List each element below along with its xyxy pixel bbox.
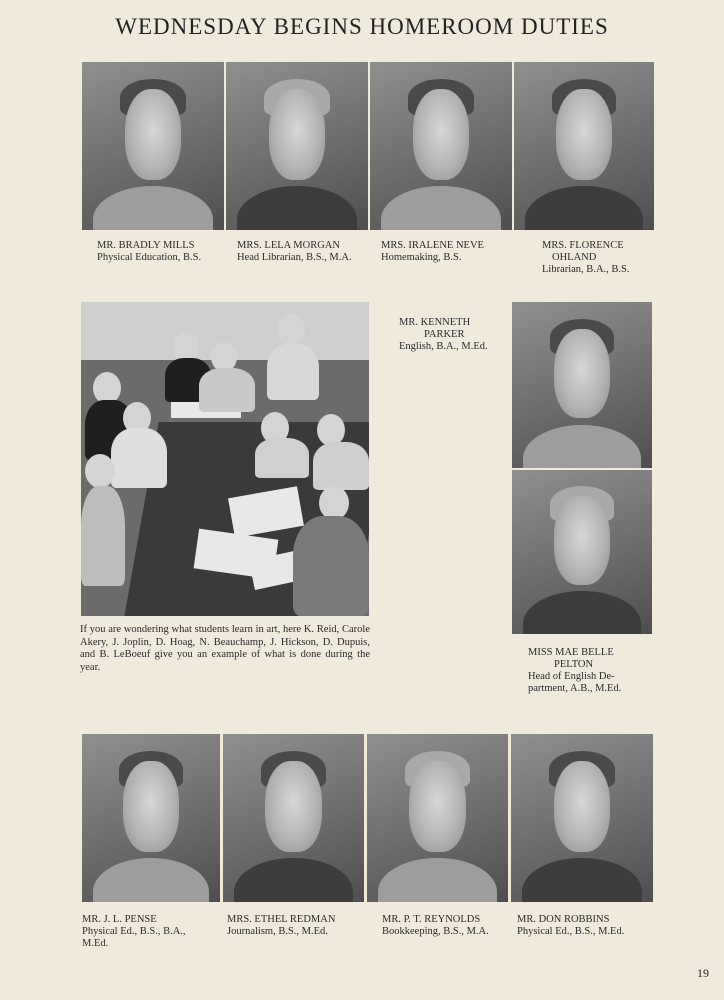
teacher-name: MRS. ETHEL REDMAN [227,914,336,925]
portrait-iralene-neve [370,62,512,230]
teacher-role: Librarian, B.A., B.S. [542,264,630,275]
caption-ethel-redman [227,914,367,938]
caption-p-t-reynolds [382,914,512,938]
teacher-name: MR. BRADLY MILLS [97,240,195,251]
teacher-role-line2: partment, A.B., M.Ed. [528,683,622,694]
teacher-role-line1: Head of English De- [528,671,615,682]
caption-lela-morgan [237,240,372,264]
teacher-role: Head Librarian, B.S., M.A. [237,252,352,263]
portrait-mae-belle-pelton [512,470,652,634]
caption-bradly-mills [97,240,225,264]
portrait-lela-morgan [226,62,368,230]
page-number: 19 [697,966,709,980]
caption-j-l-pense [82,914,212,950]
caption-iralene-neve [381,240,511,264]
teacher-role-line2: M.Ed. [82,938,109,949]
teacher-name-line2: OHLAND [552,252,597,263]
teacher-role-line1: Journalism, B.S., M.Ed. [227,926,328,937]
caption-mae-belle-pelton [528,647,653,695]
teacher-name: MRS. LELA MORGAN [237,240,340,251]
teacher-name: MRS. IRALENE NEVE [381,240,484,251]
teacher-name-line2: PARKER [424,329,465,340]
page-title: WEDNESDAY BEGINS HOMEROOM DUTIES [115,14,609,39]
art-class-photo [81,302,369,616]
teacher-role: Homemaking, B.S. [381,252,462,263]
teacher-name-line1: MR. KENNETH [399,317,471,328]
teacher-name-line1: MISS MAE BELLE [528,647,614,658]
teacher-name-line1: MRS. FLORENCE [542,240,624,251]
teacher-name: MR. P. T. REYNOLDS [382,914,481,925]
teacher-role: English, B.A., M.Ed. [399,341,488,352]
portrait-bradly-mills [82,62,224,230]
portrait-p-t-reynolds [367,734,508,902]
portrait-kenneth-parker [512,302,652,468]
teacher-role-line1: Physical Ed., B.S., B.A., [82,926,186,937]
teacher-role-line1: Physical Ed., B.S., M.Ed. [517,926,625,937]
portrait-ethel-redman [223,734,364,902]
art-class-caption: If you are wondering what students learn in art, here K. Reid, Carole Akery, J. Joplin, D. Hoag, N. Beauchamp, J. Hickson, D. Dupuis, and B. LeBoeuf give you an example of what is done during the year. [80,624,370,673]
portrait-florence-ohland [514,62,654,230]
caption-don-robbins [517,914,657,938]
caption-kenneth-parker [399,317,509,353]
teacher-role: Physical Education, B.S. [97,252,202,263]
portrait-don-robbins [511,734,653,902]
teacher-role-line1: Bookkeeping, B.S., M.A. [382,926,489,937]
portrait-j-l-pense [82,734,220,902]
teacher-name: MR. J. L. PENSE [82,914,157,925]
teacher-name-line2: PELTON [554,659,594,670]
teacher-name: MR. DON ROBBINS [517,914,610,925]
caption-florence-ohland [542,240,657,276]
